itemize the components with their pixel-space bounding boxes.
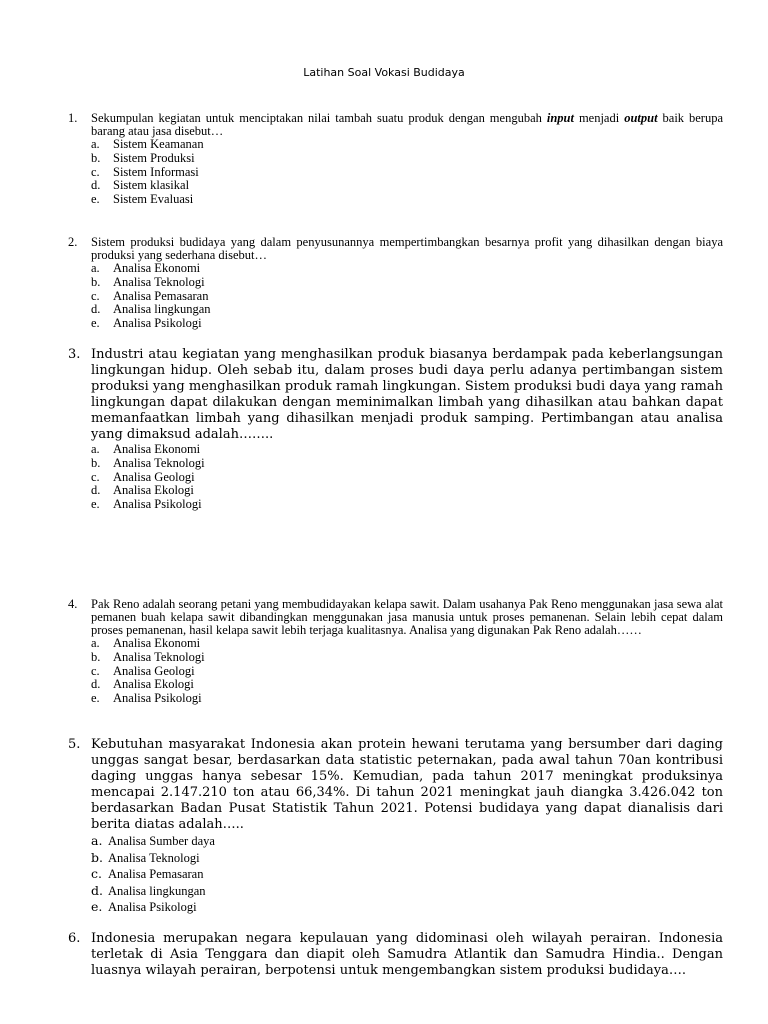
option-c[interactable]: c. Analisa Pemasaran bbox=[91, 866, 204, 881]
options-list bbox=[91, 443, 723, 512]
question-5 bbox=[68, 737, 723, 916]
option-d[interactable]: d. Analisa Ekologi bbox=[91, 677, 194, 692]
option-b[interactable]: b. Analisa Teknologi bbox=[91, 274, 205, 289]
option-d[interactable]: d. Analisa lingkungan bbox=[91, 882, 206, 898]
emphasis-output: output bbox=[624, 111, 658, 125]
option-c[interactable]: c. Sistem Informasi bbox=[91, 164, 199, 179]
option-a[interactable]: a. Analisa Ekonomi bbox=[91, 636, 201, 650]
option-e[interactable]: e. Analisa Psikologi bbox=[91, 899, 197, 914]
question-text: Kebutuhan masyarakat Indonesia akan protein hewani terutama yang bersumber dari daging unggas sangat besar, berdasarkan data statistic peternakan, pada awal tahun 70an kontribusi daging unggas hanya sebesar 15%. Kemudian, pada tahun 2017 meningkat produksinya mencapai 2.147.210 ton atau 66,34%. Di tahun 2021 meningkat jauh diangka 3.426.042 ton berdasarkan Badan Pusat Statistik Tahun 2021. Potensi budidaya yang dapat dianalisis dari berita diatas adalah….. bbox=[91, 737, 723, 832]
question-text: Industri atau kegiatan yang menghasilkan produk biasanya berdampak pada keberlangsungan lingkungan hidup. Oleh sebab itu, dalam proses budi daya perlu adanya pertimbangan sistem produksi yang menghasilkan produk ramah lingkungan. Sistem produksi budi daya yang ramah lingkungan dapat dilakukan dengan meminimalkan limbah yang dihasilkan atau bahkan dapat memanfaatkan limbah yang dihasilkan menjadi produk samping. Pertimbangan atau analisa yang dimaksud adalah…….. bbox=[91, 347, 723, 442]
question-4 bbox=[68, 598, 723, 706]
question-text: Pak Reno adalah seorang petani yang membudidayakan kelapa sawit. Dalam usahanya Pak Reno menggunakan jasa sewa alat pemanen buah kelapa sawit dibandingkan menggunakan jasa manusia untuk proses pemanenan. Selain lebih cepat dalam proses pemanenan, hasil kelapa sawit lebih terjaga kualitasnya. Analisa yang digunakan Pak Reno adalah…… bbox=[91, 597, 723, 637]
question-text: Sekumpulan kegiatan untuk menciptakan nilai tambah suatu produk dengan mengubah input menjadi output baik berupa barang atau jasa disebut… bbox=[91, 111, 724, 138]
option-c[interactable]: c. Analisa Geologi bbox=[91, 469, 195, 484]
question-number: 6. bbox=[68, 931, 81, 946]
option-b[interactable]: b. Analisa Teknologi bbox=[91, 649, 205, 664]
option-e[interactable]: e. Analisa Psikologi bbox=[91, 316, 202, 331]
question-number: 4. bbox=[68, 597, 78, 611]
question-number: 3. bbox=[68, 347, 81, 362]
option-b[interactable]: b. Sistem Produksi bbox=[91, 150, 195, 165]
options-list bbox=[91, 833, 723, 916]
options-list bbox=[91, 637, 723, 706]
option-c[interactable]: c. Analisa Pemasaran bbox=[91, 288, 209, 303]
question-text: Indonesia merupakan negara kepulauan yang didominasi oleh wilayah perairan. Indonesia terletak di Asia Tenggara dan diapit oleh Samudra Atlantik dan Samudra Hindia.. Dengan luasnya wilayah perairan, berpotensi untuk mengembangkan sistem produksi budidaya…. bbox=[91, 931, 723, 978]
option-a[interactable]: a. Analisa Sumber daya bbox=[91, 833, 215, 848]
option-b[interactable]: b. Analisa Teknologi bbox=[91, 849, 200, 865]
option-e[interactable]: e. Analisa Psikologi bbox=[91, 691, 202, 706]
option-b[interactable]: b. Analisa Teknologi bbox=[91, 455, 205, 470]
option-a[interactable]: a. Analisa Ekonomi bbox=[91, 442, 201, 456]
emphasis-input: input bbox=[546, 111, 574, 125]
options-list bbox=[91, 138, 723, 207]
page-title: Latihan Soal Vokasi Budidaya bbox=[303, 66, 465, 79]
option-d[interactable]: d. Analisa lingkungan bbox=[91, 302, 211, 317]
option-e[interactable]: e. Analisa Psikologi bbox=[91, 497, 202, 512]
option-c[interactable]: c. Analisa Geologi bbox=[91, 663, 195, 678]
question-6 bbox=[68, 931, 723, 979]
option-d[interactable]: d. Analisa Ekologi bbox=[91, 483, 194, 498]
question-2 bbox=[68, 236, 723, 331]
option-e[interactable]: e. Sistem Evaluasi bbox=[91, 192, 194, 207]
question-text: Sistem produksi budidaya yang dalam penyusunannya mempertimbangkan besarnya profit yang dihasilkan dengan biaya produksi yang sederhana disebut… bbox=[91, 235, 723, 262]
option-d[interactable]: d. Sistem klasikal bbox=[91, 178, 190, 193]
question-number: 2. bbox=[68, 235, 78, 249]
option-a[interactable]: a. Sistem Keamanan bbox=[91, 137, 204, 151]
question-number: 1. bbox=[68, 111, 78, 125]
question-number: 5. bbox=[68, 737, 81, 752]
options-list bbox=[91, 262, 723, 331]
option-a[interactable]: a. Analisa Ekonomi bbox=[91, 261, 201, 275]
question-3 bbox=[68, 347, 723, 512]
question-1 bbox=[68, 112, 723, 207]
